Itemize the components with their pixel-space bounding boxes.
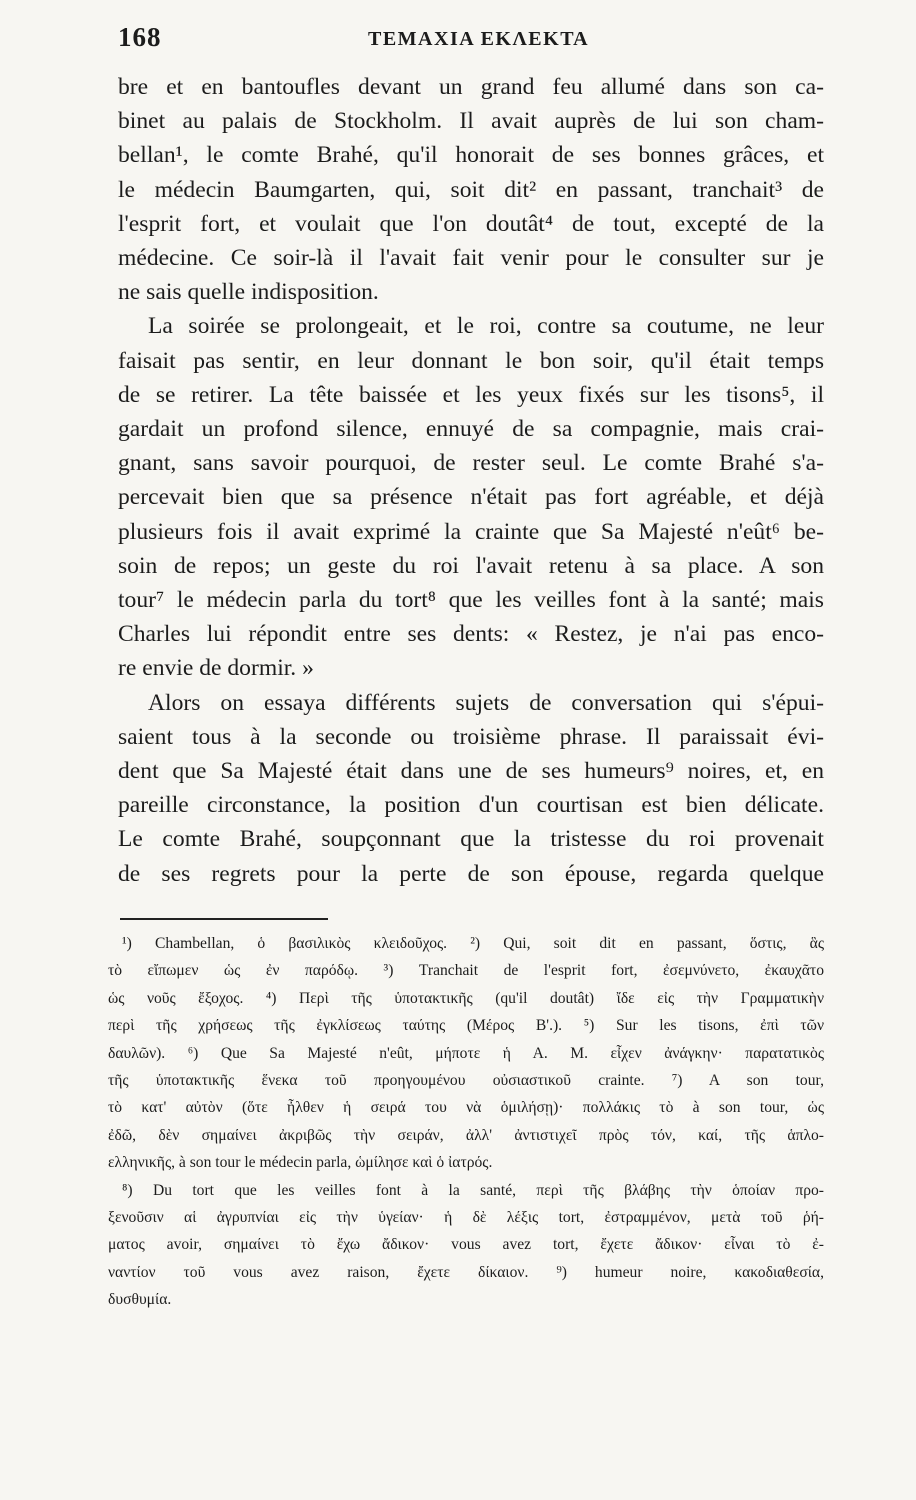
text-line: le médecin Baumgarten, qui, soit dit² en passant, tranchait³ de — [118, 176, 824, 203]
text-line: plusieurs fois il avait exprimé la crainte que Sa Majesté n'eût⁶ be- — [118, 518, 824, 545]
footnote-line: ματος avoir, σημαίνει τὸ ἔχω ἄδικον· vous avez tort, ἔχετε ἄδικον· εἶναι τὸ ἐ- — [108, 1236, 824, 1254]
footnote-line: τὸ κατ' αὐτὸν (ὅτε ἦλθεν ἡ σειρά του νὰ ὁμιλήσῃ)· πολλάκις τὸ à son tour, ὡς — [108, 1099, 824, 1117]
footnote-divider — [120, 918, 328, 920]
text-line: médecine. Ce soir-là il l'avait fait venir pour le consulter sur je — [118, 245, 824, 272]
footnote-line: ελληνικῆς, à son tour le médecin parla, ὡμίλησε καὶ ὁ ἰατρός. — [108, 1154, 493, 1172]
footnote-line: δαυλῶν). ⁶) Que Sa Majesté n'eût, μήποτε ἡ Α. Μ. εἶχεν ἀνάγκην· παρατατικὸς — [108, 1044, 824, 1062]
text-line: l'esprit fort, et voulait que l'on doutât⁴ de tout, excepté de la — [118, 210, 824, 237]
text-line: dent que Sa Majesté était dans une de ses humeurs⁹ noires, et, en — [118, 758, 824, 785]
text-line: de ses regrets pour la perte de son épouse, regarda quelque — [118, 860, 824, 887]
footnote-line: τῆς ὑποτακτικῆς ἕνεκα τοῦ προηγουμένου οὐσιαστικοῦ crainte. ⁷) A son tour, — [108, 1072, 824, 1090]
footnotes — [108, 930, 824, 1314]
text-line: percevait bien que sa présence n'était pas fort agréable, et déjà — [118, 484, 824, 511]
footnote-line: ἐδῶ, δὲν σημαίνει ἀκριβῶς τὴν σειράν, ἀλλ' ἀντιστιχεῖ πρὸς τόν, καί, τῆς ἁπλο- — [108, 1126, 824, 1144]
text-line: pareille circonstance, la position d'un courtisan est bien délicate. — [118, 792, 824, 819]
text-line: ne sais quelle indisposition. — [118, 279, 379, 306]
text-line: Charles lui répondit entre ses dents: « Restez, je n'ai pas enco- — [118, 621, 824, 648]
footnote-line: ναντίον τοῦ vous avez raison, ἔχετε δίκαιον. ⁹) humeur noire, κακοδιαθεσία, — [108, 1263, 824, 1281]
footnote-line: περὶ τῆς χρήσεως τῆς ἐγκλίσεως ταύτης (Μέρος Β'.). ⁵) Sur les tisons, ἐπὶ τῶν — [108, 1017, 824, 1035]
text-line: de se retirer. La tête baissée et les yeux fixés sur les tisons⁵, il — [118, 381, 824, 408]
text-line: soin de repos; un geste du roi l'avait retenu à sa place. A son — [118, 552, 824, 579]
footnote-line: δυσθυμία. — [108, 1291, 172, 1309]
main-text — [118, 70, 824, 891]
text-line: re envie de dormir. » — [118, 655, 314, 682]
footnote-line: ¹) Chambellan, ὁ βασιλικὸς κλειδοῦχος. ²) Qui, soit dit en passant, ὅστις, ἃς — [122, 935, 824, 952]
page-header — [118, 22, 824, 56]
footnote-line: ⁸) Du tort que les veilles font à la santé, περὶ τῆς βλάβης τὴν ὁποίαν προ- — [122, 1181, 824, 1199]
text-line: faisait pas sentir, en leur donnant le bon soir, qu'il était temps — [118, 347, 824, 374]
text-line: binet au palais de Stockholm. Il avait auprès de lui son cham- — [118, 108, 824, 135]
footnote-line: τὸ εἴπωμεν ὡς ἐν παρόδῳ. ³) Tranchait de l'esprit fort, ἐσεμνύνετο, ἐκαυχᾶτο — [108, 962, 824, 980]
text-line: saient tous à la seconde ou troisième phrase. Il paraissait évi- — [118, 723, 824, 750]
text-line: La soirée se prolongeait, et le roi, contre sa coutume, ne leur — [148, 313, 824, 340]
text-line: Alors on essaya différents sujets de conversation qui s'épui- — [148, 689, 824, 716]
text-line: bre et en bantoufles devant un grand feu allumé dans son ca- — [118, 74, 824, 100]
footnote-line: ξενοῦσιν αἱ ἀγρυπνίαι εἰς τὴν ὑγείαν· ἡ δὲ λέξις tort, ἐστραμμένον, μετὰ τοῦ ῥή- — [108, 1209, 824, 1227]
text-line: Le comte Brahé, soupçonnant que la tristesse du roi provenait — [118, 826, 824, 853]
text-line: bellan¹, le comte Brahé, qu'il honorait de ses bonnes grâces, et — [118, 142, 824, 169]
text-line: tour⁷ le médecin parla du tort⁸ que les veilles font à la santé; mais — [118, 587, 824, 614]
page-number: 168 — [118, 22, 162, 52]
text-line: gardait un profond silence, ennuyé de sa compagnie, mais crai- — [118, 416, 824, 443]
footnote-line: ὡς νοῦς ἔξοχος. ⁴) Περὶ τῆς ὑποτακτικῆς (qu'il doutât) ἴδε εἰς τὴν Γραμματικὴν — [108, 989, 824, 1007]
text-line: gnant, sans savoir pourquoi, de rester seul. Le comte Brahé s'a- — [118, 450, 824, 477]
running-title: ΤΕΜΑΧΙΑ ΕΚΛΕΚΤΑ — [368, 28, 590, 50]
